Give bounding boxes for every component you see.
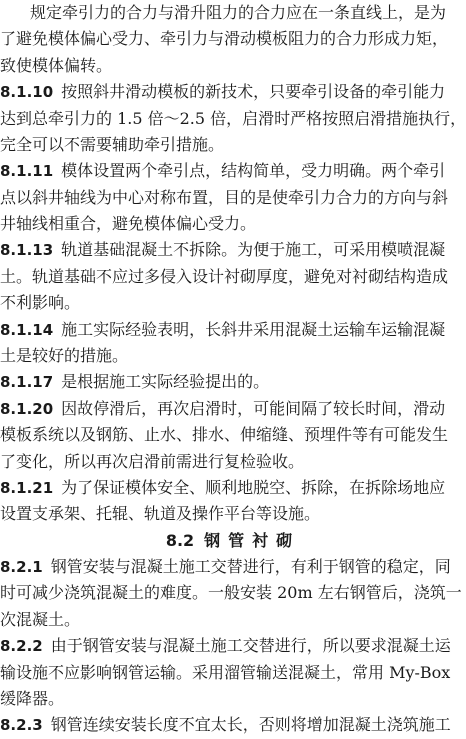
clause-8-1-11-line-1 — [0, 158, 466, 184]
clause-number: 8.1.10 — [0, 83, 54, 102]
intro-line-2: 了避免模体偏心受力、牵引力与滑动模板阻力的合力形成力矩， — [0, 29, 449, 49]
clause-8-1-11-line-3: 井轴线相重合，避免模体偏心受力。 — [0, 214, 257, 234]
clause-8-2-3-line-1 — [0, 712, 466, 738]
clause-text: 由于钢管安装与混凝土施工交替进行，所以要求混凝土运 — [50, 636, 451, 656]
clause-8-1-20-line-1 — [0, 396, 466, 422]
clause-8-1-11-line-2: 点以斜井轴线为中心对称布置，目的是使牵引力合力的方向与斜 — [0, 187, 449, 207]
clause-number: 8.2.3 — [0, 716, 43, 735]
clause-text: 模体设置两个牵引点，结构简单，受力明确。两个牵引 — [61, 161, 446, 181]
clause-number: 8.2.2 — [0, 637, 43, 656]
clause-8-2-1-line-3: 次混凝土。 — [0, 609, 81, 629]
clause-text: 为了保证模体安全、顺利地脱空、拆除，在拆除场地应 — [61, 477, 446, 497]
clause-text: 钢管连续安装长度不宜太长，否则将增加混凝土浇筑施工 — [50, 715, 451, 735]
clause-text: 是根据施工实际经验提出的。 — [61, 372, 270, 392]
clause-8-1-20-line-2: 模板系统以及钢筋、止水、排水、伸缩缝、预埋件等有可能发生 — [0, 425, 449, 445]
clause-8-2-2-line-1 — [0, 633, 466, 659]
section-number: 8.2 — [165, 530, 195, 550]
clause-text: 因故停滑后，再次启滑时，可能间隔了较长时间，滑动 — [61, 398, 446, 418]
clause-8-2-2-line-3: 缓降器。 — [0, 689, 65, 708]
clause-8-2-2-line-2: 输设施不应影响钢管运输。采用溜管输送混凝土，常用 My-Box — [0, 662, 451, 682]
section-title: 钢管衬砌 — [204, 530, 301, 550]
clause-8-1-14-line-2: 土是较好的措施。 — [0, 346, 129, 365]
clause-8-1-20-line-3: 了变化，所以再次启滑前需进行复检验收。 — [0, 451, 305, 471]
clause-8-1-13-line-3: 不利影响。 — [0, 293, 81, 313]
clause-text: 钢管安装与混凝土施工交替进行，有利于钢管的稳定，同 — [50, 557, 451, 577]
clause-number: 8.1.14 — [0, 320, 54, 339]
clause-text: 按照斜井滑动模板的新技术，只要牵引设备的牵引能力 — [61, 82, 446, 102]
clause-8-1-21-line-1 — [0, 475, 466, 501]
clause-number: 8.2.1 — [0, 558, 43, 577]
clause-number: 8.1.20 — [0, 399, 54, 418]
section-heading — [0, 528, 466, 554]
clause-8-2-1-line-1 — [0, 554, 466, 580]
clause-8-1-21-line-2: 设置支承架、托辊、轨道及操作平台等设施。 — [0, 504, 321, 524]
clause-8-1-10-line-1 — [0, 79, 466, 105]
clause-8-1-17-line-1 — [0, 369, 466, 395]
clause-number: 8.1.17 — [0, 373, 54, 392]
clause-text: 施工实际经验表明，长斜井采用混凝土运输车运输混凝 — [61, 319, 446, 339]
clause-number: 8.1.11 — [0, 162, 54, 181]
clause-number: 8.1.13 — [0, 241, 54, 260]
intro-line-1: 规定牵引力的合力与滑升阻力的合力应在一条直线上，是为 — [30, 3, 447, 22]
clause-8-1-13-line-2: 土。轨道基础不应过多侵入设计衬砌厚度，避免对衬砌结构造成 — [0, 266, 449, 286]
clause-8-2-1-line-2: 时可减少浇筑混凝土的难度。一般安装 20m 左右钢管后，浇筑一 — [0, 583, 462, 603]
clause-number: 8.1.21 — [0, 478, 54, 497]
intro-line-3: 致使模体偏转。 — [0, 55, 113, 75]
clause-8-1-13-line-1 — [0, 237, 466, 263]
clause-8-1-10-line-3: 完全可以不需要辅助牵引措施。 — [0, 134, 225, 154]
clause-8-1-10-line-2: 达到总牵引力的 1.5 倍～2.5 倍，启滑时严格按照启滑措施执行， — [0, 108, 466, 128]
clause-8-1-14-line-1 — [0, 317, 466, 343]
clause-text: 轨道基础混凝土不拆除。为便于施工，可采用模喷混凝 — [61, 240, 446, 260]
